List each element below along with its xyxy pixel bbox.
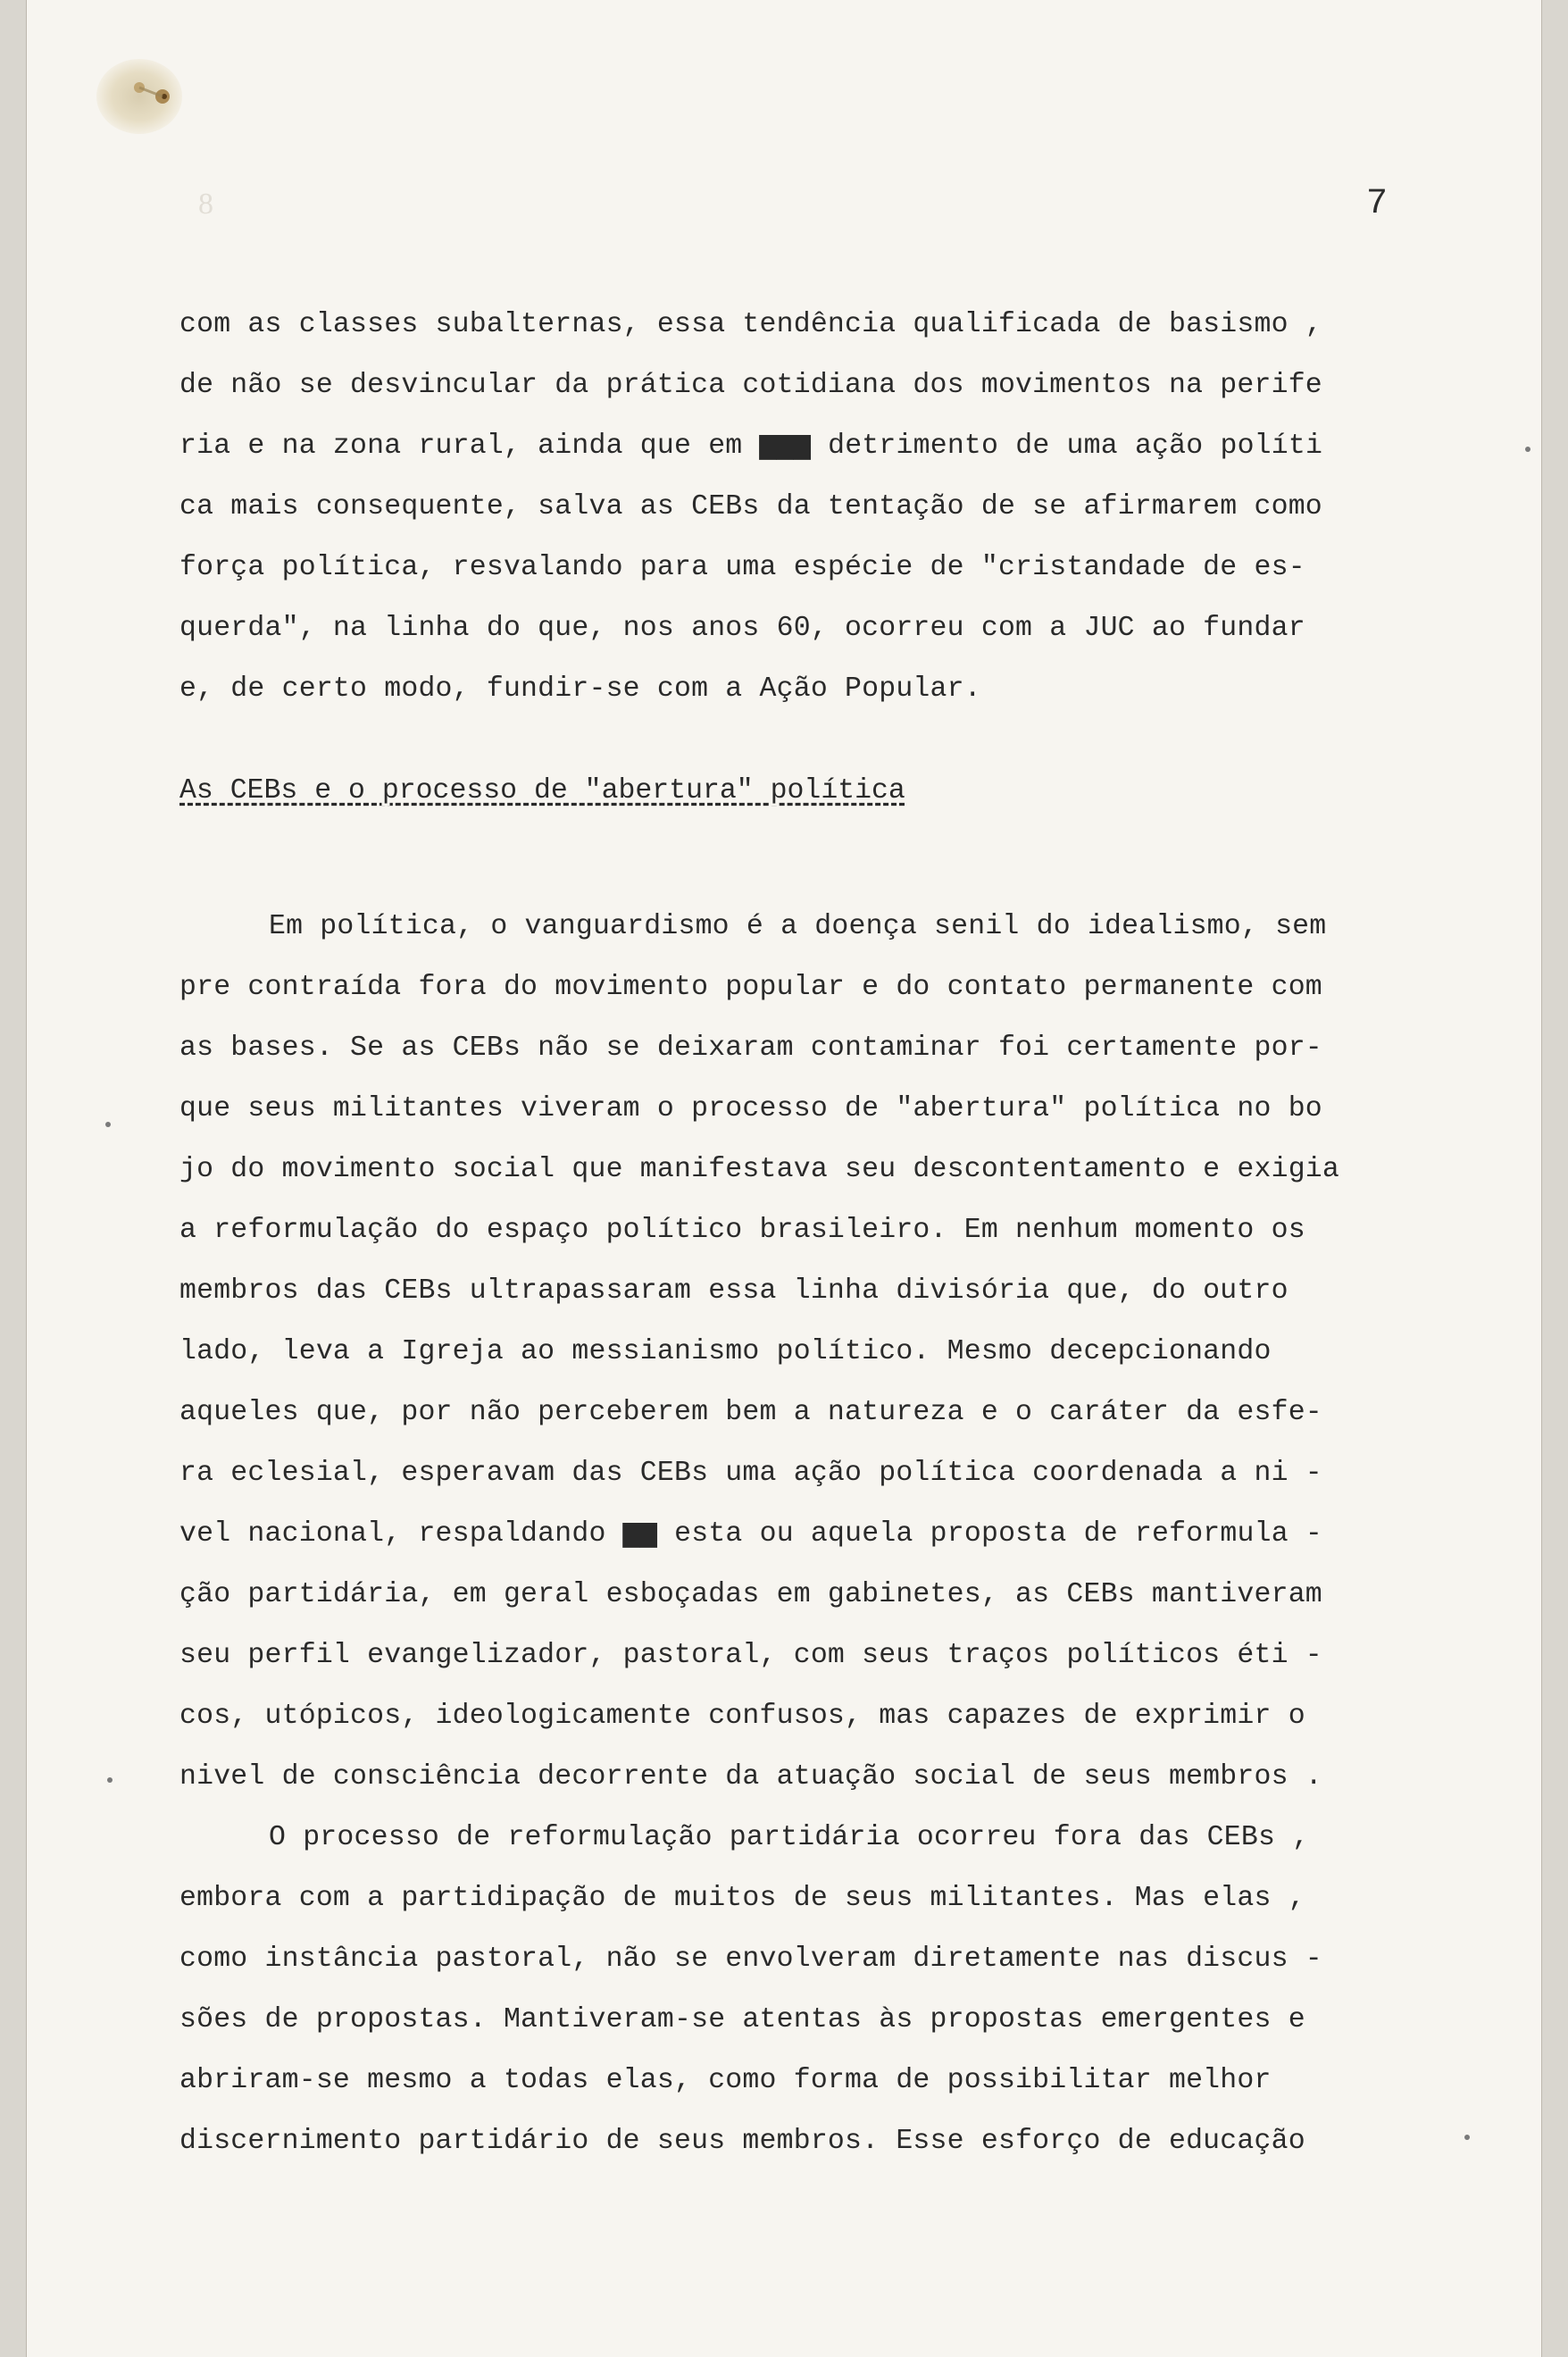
page-number: 7	[1366, 184, 1389, 224]
text-line: força política, resvalando para uma espécie de "cristandade de es-	[179, 552, 1305, 583]
stray-mark	[105, 1122, 111, 1127]
text-line: Em política, o vanguardismo é a doença senil do idealismo, sem	[269, 911, 1327, 942]
text-line: que seus militantes viveram o processo de "abertura" política no bo	[179, 1093, 1322, 1124]
right-page-edge	[1541, 0, 1568, 2357]
text-line: discernimento partidário de seus membros. Esse esforço de educação	[179, 2126, 1305, 2157]
text-line: ra eclesial, esperavam das CEBs uma ação política coordenada a ni -	[179, 1458, 1322, 1489]
paragraph-1	[179, 295, 1412, 720]
text-line: abriram-se mesmo a todas elas, como forma de possibilitar melhor	[179, 2065, 1272, 2096]
text-line: como instância pastoral, não se envolveram diretamente nas discus -	[179, 1943, 1322, 1975]
text-line: nivel de consciência decorrente da atuação social de seus membros .	[179, 1761, 1322, 1793]
text-line: sões de propostas. Mantiveram-se atentas às propostas emergentes e	[179, 2004, 1305, 2035]
text-line: as bases. Se as CEBs não se deixaram contaminar foi certamente por-	[179, 1032, 1322, 1064]
text-line: embora com a partidipação de muitos de seus militantes. Mas elas ,	[179, 1883, 1305, 1914]
left-page-edge	[0, 0, 27, 2357]
text-line: pre contraída fora do movimento popular e do contato permanente com	[179, 972, 1322, 1003]
stray-mark	[1464, 2135, 1470, 2140]
text-line: aqueles que, por não perceberem bem a natureza e o caráter da esfe-	[179, 1397, 1322, 1428]
stray-mark	[1525, 447, 1530, 452]
text-line: ção partidária, em geral esboçadas em gabinetes, as CEBs mantiveram	[179, 1579, 1322, 1610]
text-line: ca mais consequente, salva as CEBs da tentação de se afirmarem como	[179, 491, 1322, 522]
text-line: querda", na linha do que, nos anos 60, ocorreu com a JUC ao fundar	[179, 613, 1305, 644]
text-line: membros das CEBs ultrapassaram essa linha divisória que, do outro	[179, 1275, 1289, 1307]
text-line: seu perfil evangelizador, pastoral, com seus traços políticos éti -	[179, 1640, 1322, 1671]
text-line: jo do movimento social que manifestava seu descontentamento e exigia	[179, 1154, 1340, 1185]
paragraph-2	[179, 897, 1430, 2172]
ghost-page-number: 8	[198, 188, 213, 221]
text-line: com as classes subalternas, essa tendência qualificada de basismo ,	[179, 309, 1322, 340]
text-line: de não se desvincular da prática cotidiana dos movimentos na perife	[179, 370, 1322, 401]
text-line: cos, utópicos, ideologicamente confusos, mas capazes de exprimir o	[179, 1701, 1305, 1732]
staple-icon	[127, 73, 180, 113]
text-line: vel nacional, respaldando ▆▆ esta ou aquela proposta de reformula -	[179, 1518, 1323, 1550]
section-heading: As CEBs e o processo de "abertura" política	[179, 775, 905, 807]
text-line: a reformulação do espaço político brasileiro. Em nenhum momento os	[179, 1215, 1305, 1246]
text-line: lado, leva a Igreja ao messianismo político. Mesmo decepcionando	[179, 1336, 1272, 1367]
text-line: e, de certo modo, fundir-se com a Ação Popular.	[179, 673, 981, 705]
text-line: O processo de reformulação partidária ocorreu fora das CEBs ,	[269, 1822, 1310, 1853]
stray-mark	[107, 1777, 113, 1783]
text-line: ria e na zona rural, ainda que em ▆▆▆ detrimento de uma ação políti	[179, 430, 1323, 462]
